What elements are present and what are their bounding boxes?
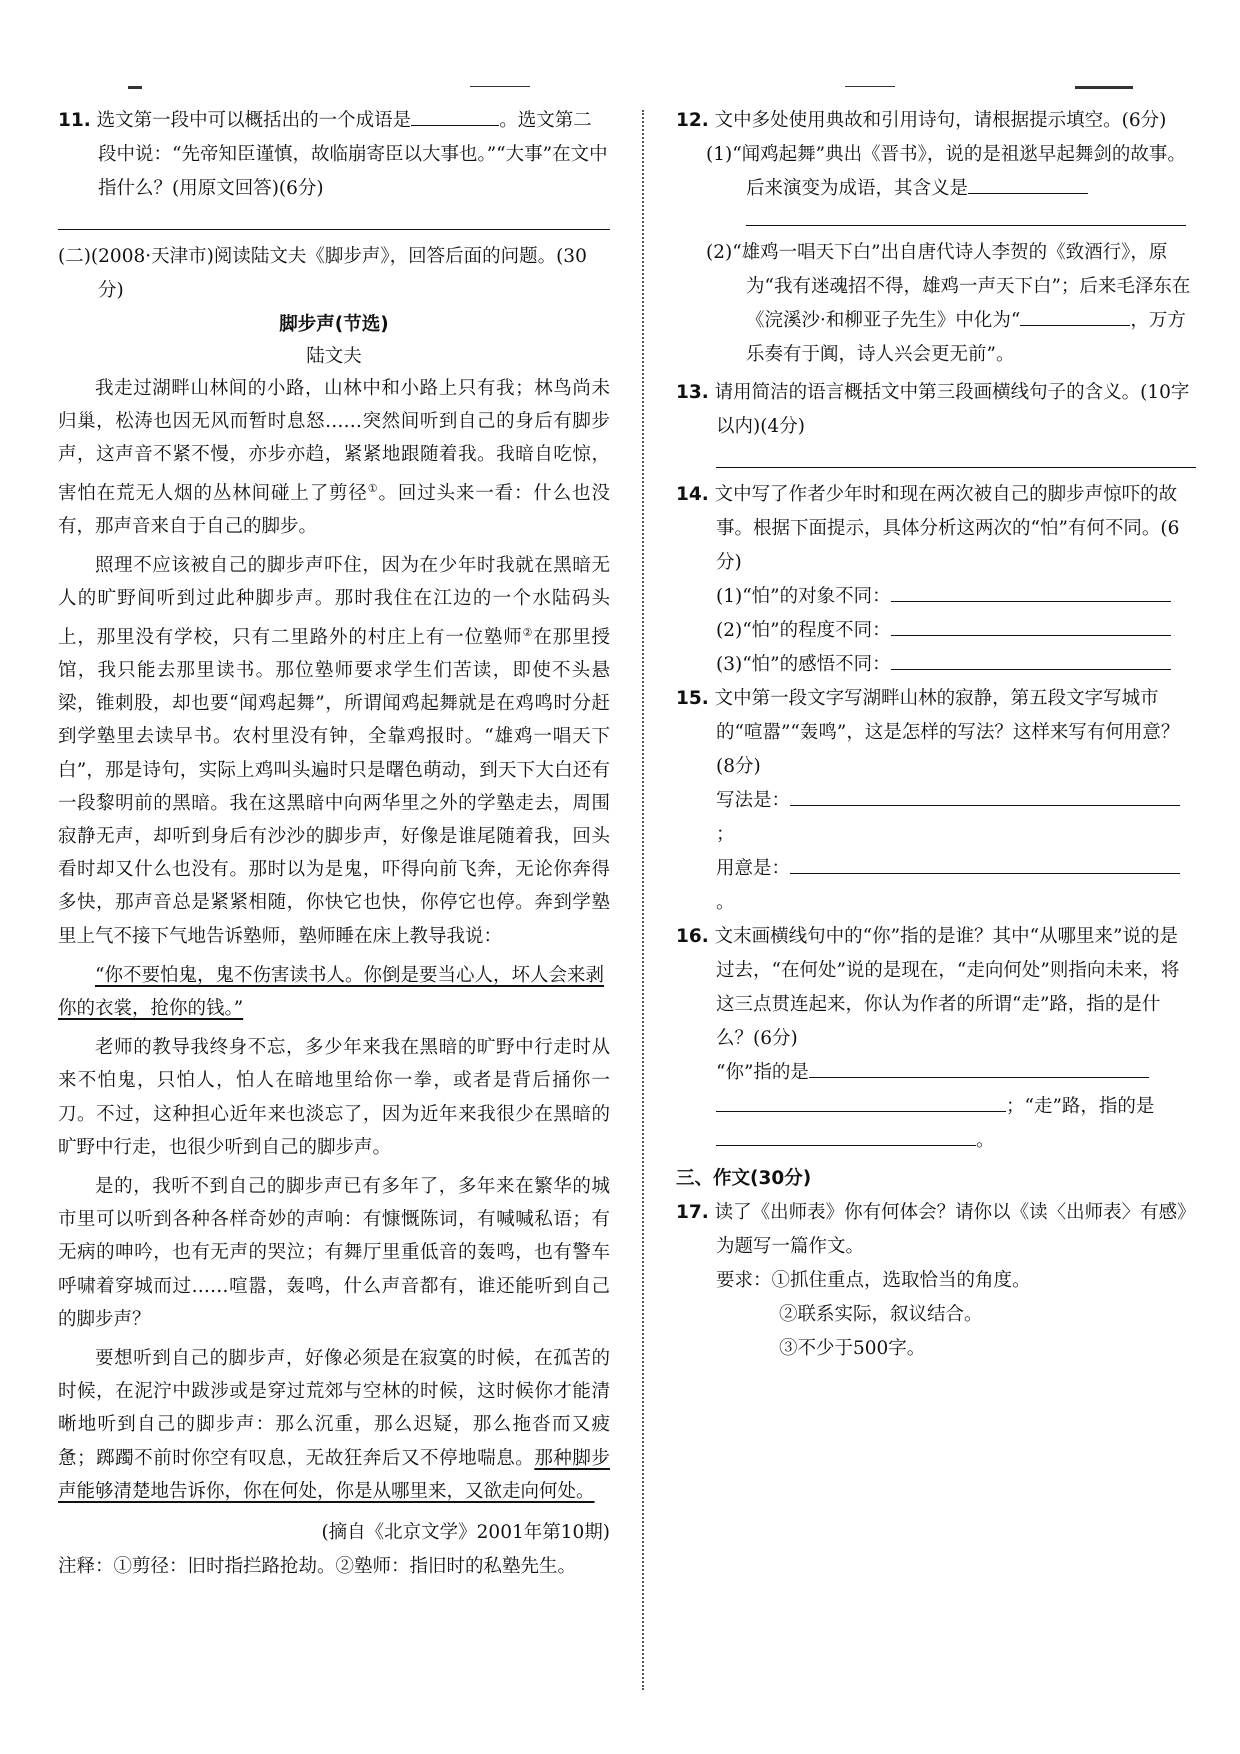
- question-16: 16. 文末画横线句中的“你”指的是谁？其中“从哪里来”说的是过去，“在何处”说的是现在，“走向何处”则指向未来，将这三点贯连起来，你认为作者的所谓“走”路，指的是什么？(6分): [676, 926, 1180, 1049]
- question-16-answer-3: 。: [676, 1124, 1196, 1158]
- article-paragraph-4: 是的，我听不到自己的脚步声已有多年了，多年来在繁华的城市里可以听到各种各样奇妙的声响：有慷慨陈词，有喊喊私语；有无病的呻吟，也有无声的哭泣；有舞厅里重低音的轰鸣，也有警车呼啸着穿城而过……喧嚣，轰鸣，什么声音都有，谁还能听到自己的脚步声？: [58, 1175, 610, 1330]
- article-paragraph-3: 老师的教导我终身不忘，多少年来我在黑暗的旷野中行走时从来不怕鬼，只怕人，怕人在暗地里给你一拳，或者是背后捅你一刀。不过，这种担心近年来也淡忘了，因为近年来我很少在黑暗的旷野中行走，也很少听到自己的脚步声。: [58, 1037, 610, 1158]
- article-quote: “你不要怕鬼，鬼不伤害读书人。你倒是要当心人，坏人会来剥你的衣裳，抢你的钱。”: [58, 964, 604, 1019]
- question-11: 11. 选文第一段中可以概括出的一个成语是 。选文第二段中说：“先帝知臣谨慎，故临崩寄臣以大事也。”“大事”在文中指什么？(用原文回答)(6分): [58, 110, 608, 199]
- answer-blank[interactable]: [891, 669, 1171, 670]
- left-column: [58, 104, 610, 1583]
- article-title: 脚步声(节选): [279, 314, 389, 335]
- answer-line[interactable]: [716, 466, 1196, 468]
- section-3-heading: 三、作文(30分): [676, 1168, 812, 1189]
- question-15-answer-2: 用意是：。: [676, 852, 1196, 920]
- question-13: 13. 请用简洁的语言概括文中第三段画横线句子的含义。(10字以内)(4分): [676, 382, 1190, 437]
- question-12: 12. 文中多处使用典故和引用诗句，请根据提示填空。(6分): [676, 110, 1167, 131]
- answer-blank[interactable]: [790, 873, 1180, 874]
- answer-blank[interactable]: [411, 125, 499, 126]
- scan-mark: [470, 86, 530, 87]
- answer-line[interactable]: [58, 228, 610, 230]
- article-paragraph-1: 我走过湖畔山林间的小路，山林中和小路上只有我；林鸟尚未归巢，松涛也因无风而暂时息怒……突然间听到自己的身后有脚步声，这声音不紧不慢，亦步亦趋，紧紧地跟随着我。我暗自吃惊，害怕在荒无人烟的丛林间碰上了剪径①。回过头来一看：什么也没有，那声音来自于自己的脚步。: [58, 378, 610, 537]
- question-17-requirements: 要求：①抓住重点，选取恰当的角度。: [716, 1270, 1031, 1291]
- scan-mark: [128, 86, 142, 89]
- article-paragraph-2: 照理不应该被自己的脚步声吓住，因为在少年时我就在黑暗无人的旷野间听到过此种脚步声。那时我住在江边的一个水陆码头上，那里没有学校，只有二里路外的村庄上有一位塾师②在那里授馆，我只能去那里读书。那位塾师要求学生们苦读，即使不头悬梁，锥刺股，却也要“闻鸡起舞”，所谓闻鸡起舞就是在鸡鸣时分赶到学塾里去读早书。农村里没有钟，全靠鸡报时。“雄鸡一唱天下白”，那是诗句，实际上鸡叫头遍时只是曙色萌动，到天下大白还有一段黎明前的黑暗。我在这黑暗中向两华里之外的学塾走去，周围寂静无声，却听到身后有沙沙的脚步声，好像是谁尾随着我，回头看时却又什么也没有。那时以为是鬼，吓得向前飞奔，无论你奔得多快，那声音总是紧紧相随，你快它也快，你停它也停。奔到学塾里上气不接下气地告诉塾师，塾师睡在床上教导我说：: [58, 555, 610, 947]
- answer-blank[interactable]: [716, 1145, 976, 1146]
- answer-blank[interactable]: [716, 1111, 1006, 1112]
- question-11-text-a: 选文第一段中可以概括出的一个成语是: [96, 110, 412, 131]
- question-14: 14. 文中写了作者少年时和现在两次被自己的脚步声惊吓的故事。根据下面提示，具体分析这两次的“怕”有何不同。(6分): [676, 484, 1180, 573]
- question-14-sub-2: (2)“怕”的程度不同：: [676, 614, 1196, 648]
- question-15: 15. 文中第一段文字写湖畔山林的寂静，第五段文字写城市的“喧嚣”“轰鸣”，这是怎样的写法？这样来写有何用意？(8分): [676, 688, 1180, 777]
- article-author: 陆文夫: [306, 346, 362, 367]
- underlined-sentence: 那种脚步声能够清楚地告诉你，你在何处，你是从哪里来，又欲走向何处。: [58, 1447, 610, 1502]
- answer-blank[interactable]: [891, 635, 1171, 636]
- answer-blank[interactable]: [790, 805, 1180, 806]
- question-17: 17. 读了《出师表》你有何体会？请你以《读〈出师表〉有感》为题写一篇作文。: [676, 1202, 1196, 1257]
- answer-blank[interactable]: [809, 1077, 1149, 1078]
- answer-blank[interactable]: [1020, 325, 1130, 326]
- answer-blank[interactable]: [968, 193, 1088, 194]
- requirement-2: ②联系实际，叙议结合。: [779, 1304, 983, 1325]
- column-divider: [642, 110, 644, 1690]
- question-15-answer-1: 写法是：；: [676, 784, 1196, 852]
- scan-mark: [845, 86, 895, 87]
- article-paragraph-5: 要想听到自己的脚步声，好像必须是在寂寞的时候，在孤苦的时候，在泥泞中跋涉或是穿过荒郊与空林的时候，这时候你才能清晰地听到自己的脚步声：那么沉重，那么迟疑，那么拖沓而又疲惫；踯躅不前时你空有叹息，无故狂奔后又不停地喘息。那种脚步声能够清楚地告诉你，你在何处，你是从哪里来，又欲走向何处。: [58, 1348, 610, 1502]
- footnote-ref: ②: [522, 625, 534, 639]
- footnote-ref: ①: [367, 481, 379, 495]
- right-column: [676, 104, 1196, 1366]
- question-16-answer-2: ；“走”路，指的是: [676, 1090, 1196, 1124]
- question-14-sub-3: (3)“怕”的感悟不同：: [676, 648, 1196, 682]
- question-12-sub-1: (1)“闻鸡起舞”典出《晋书》，说的是祖逖早起舞剑的故事。后来演变为成语，其含义是: [706, 144, 1186, 199]
- answer-line[interactable]: [746, 224, 1186, 226]
- requirement-3: ③不少于500字。: [779, 1338, 926, 1359]
- footnotes: 注释：①剪径：旧时指拦路抢劫。②塾师：指旧时的私塾先生。: [58, 1556, 577, 1578]
- question-16-answer-1: “你”指的是: [676, 1056, 1196, 1090]
- question-12-sub-2: (2)“雄鸡一唱天下白”出自唐代诗人李贺的《致酒行》，原为“我有迷魂招不得，雄鸡一声天下白”；后来毛泽东在《浣溪沙·和柳亚子先生》中化为“ ，万方乐奏有于阗，诗人兴会更无前”。: [706, 242, 1191, 365]
- question-11-text-b: 。选文第二段中说：“先帝知臣谨慎，故临崩寄臣以大事也。”“大事”在文中指什么？(用原文回答)(6分): [98, 110, 608, 199]
- section-2-heading: (二)(2008·天津市)阅读陆文夫《脚步声》，回答后面的问题。(30分): [58, 246, 587, 301]
- article-source: (摘自《北京文学》2001年第10期): [321, 1522, 610, 1544]
- question-14-sub-1: (1)“怕”的对象不同：: [676, 580, 1196, 614]
- scan-mark: [1075, 86, 1133, 89]
- answer-blank[interactable]: [891, 601, 1171, 602]
